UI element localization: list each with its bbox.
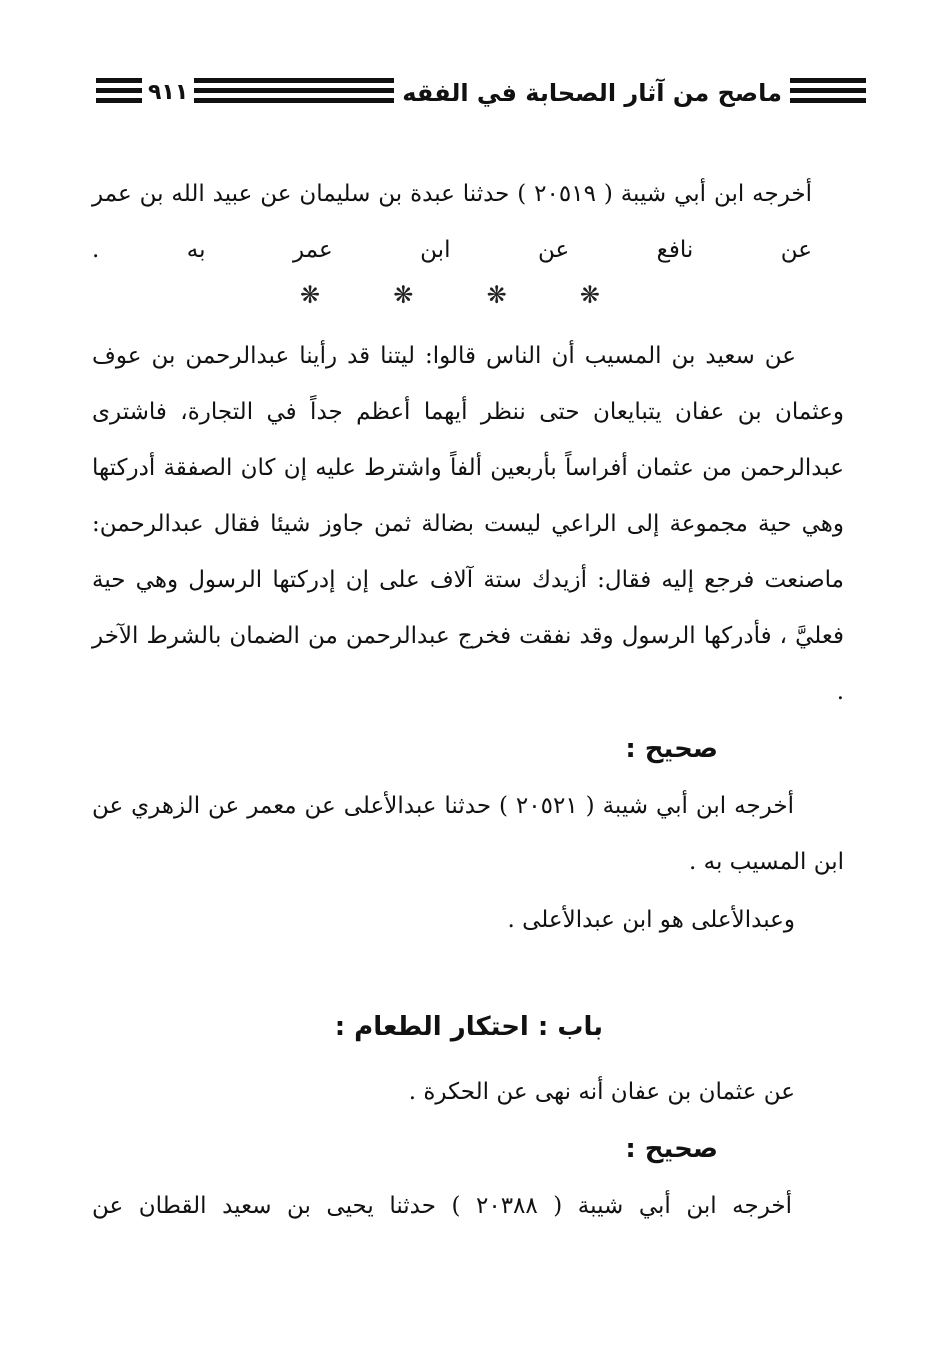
page-number: ٩١١ bbox=[142, 76, 194, 110]
paragraph-1: أخرجه ابن أبي شيبة ( ٢٠٥١٩ ) حدثنا عبدة بن سليمان عن عبيد الله بن عمر عن نافع عن ابن عمر به . bbox=[92, 181, 812, 263]
star-icon: ❋ bbox=[300, 281, 321, 309]
running-header bbox=[96, 76, 866, 110]
sahih-label: صحيح : bbox=[625, 734, 718, 764]
sahih-label: صحيح : bbox=[625, 1134, 718, 1164]
paragraph-6: أخرجه ابن أبي شيبة ( ٢٠٣٨٨ ) حدثنا يحيى بن سعيد القطان عن bbox=[92, 1193, 792, 1219]
paragraph-2: عن سعيد بن المسيب أن الناس قالوا: ليتنا قد رأينا عبدالرحمن بن عوف وعثمان بن عفان يتبايعان حتى ننظر أيهما أعظم جداً في التجارة، فاشترى عبدالرحمن من عثمان أفراساً بأربعين ألفاً واشترط عليه إن كان الصفقة أدركتها وهي حية مجموعة إلى الراعي ليست بضالة ثمن جاوز شيئا فقال عبدالرحمن: ماصنعت فرجع إليه فقال: أزيدك ستة آلاف على إن إدركتها الرسول وهي حية فعليَّ ، فأدركها الرسول وقد نفقت فخرج عبدالرحمن من الضمان بالشرط الآخر . bbox=[92, 343, 844, 705]
chapter-heading: باب : احتكار الطعام : bbox=[334, 1012, 603, 1042]
paragraph-3: أخرجه ابن أبي شيبة ( ٢٠٥٢١ ) حدثنا عبدالأعلى عن معمر عن الزهري عن ابن المسيب به . bbox=[92, 793, 844, 875]
star-icon: ❋ bbox=[579, 281, 600, 309]
paragraph-5: عن عثمان بن عفان أنه نهى عن الحكرة . bbox=[408, 1079, 795, 1105]
header-title: ماصح من آثار الصحابة في الفقه bbox=[394, 76, 790, 110]
section-separator bbox=[300, 280, 600, 310]
star-icon: ❋ bbox=[486, 281, 507, 309]
paragraph-4: وعبدالأعلى هو ابن عبدالأعلى . bbox=[507, 907, 795, 933]
star-icon: ❋ bbox=[393, 281, 414, 309]
